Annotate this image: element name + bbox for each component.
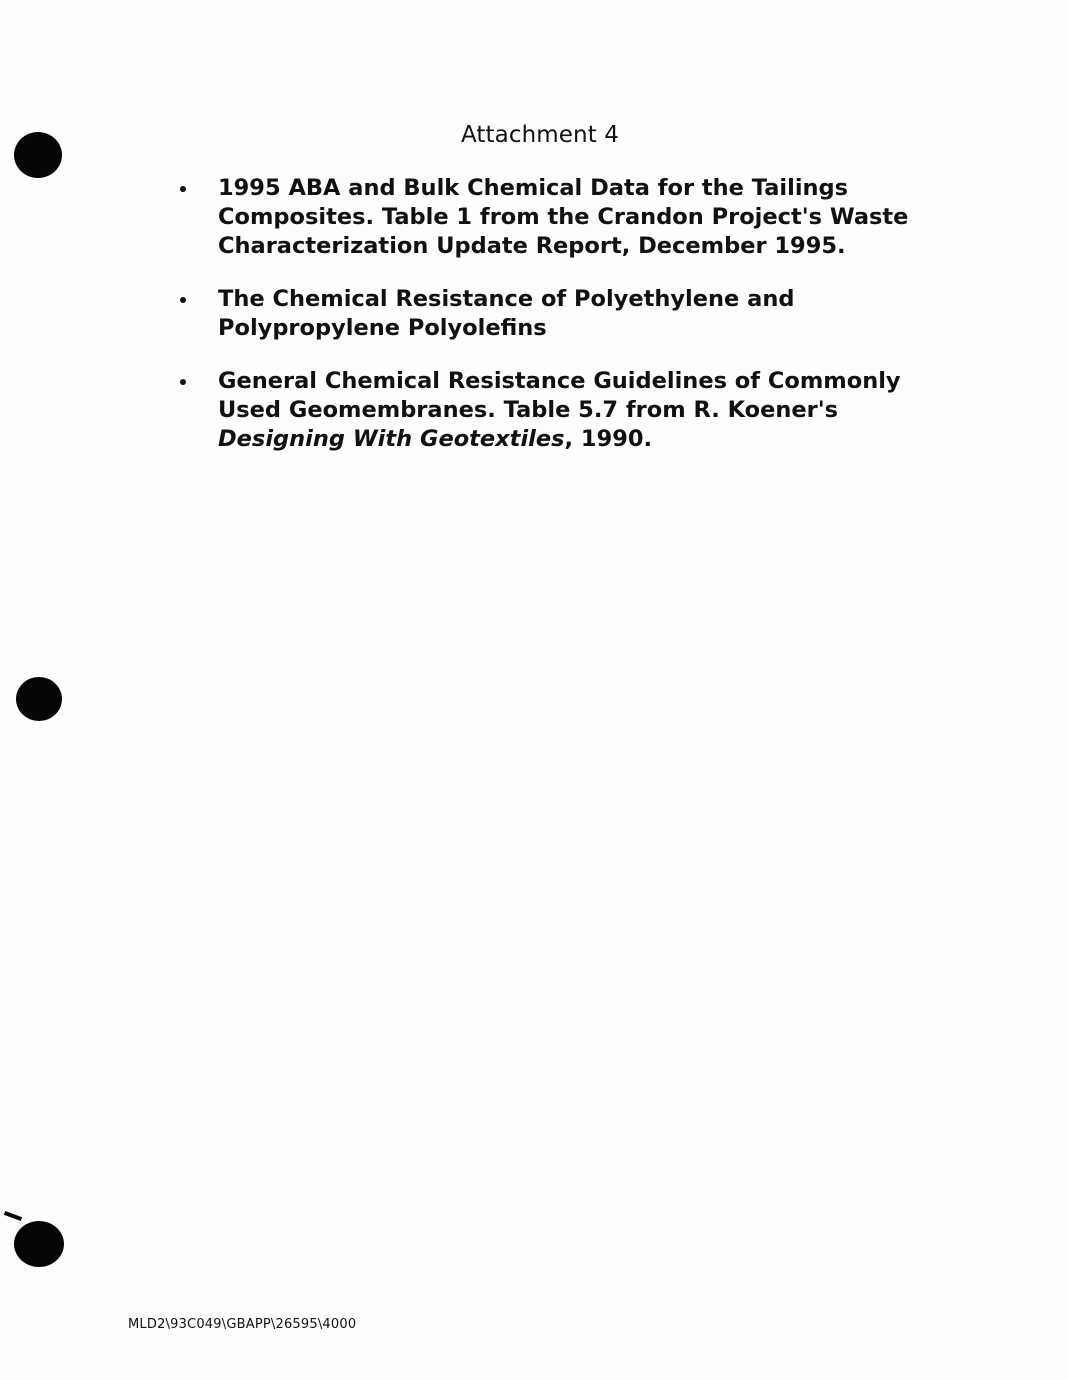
punch-hole-middle [16,677,62,721]
list-item-text-start: General Chemical Resistance Guidelines of Commonly Used Geomembranes. Table 5.7 from R. Koener's [218,368,901,423]
list-item-text-end: , 1990. [564,426,653,452]
footer-file-path: MLD2\93C049\GBAPP\26595\4000 [128,1317,357,1332]
list-item-text: The Chemical Resistance of Polyethylene and Polypropylene Polyolefins [218,286,795,341]
book-title: Designing With Geotextiles [218,426,565,452]
list-item [172,285,952,343]
punch-hole-bottom-mark [4,1211,22,1221]
bullet-icon [180,297,186,303]
list-item [172,174,952,261]
list-item [172,367,952,454]
bullet-icon [180,186,186,192]
attachment-list [172,174,952,478]
punch-hole-bottom [14,1221,64,1267]
bullet-icon [180,379,186,385]
list-item-text [218,368,901,452]
list-item-text: 1995 ABA and Bulk Chemical Data for the Tailings Composites. Table 1 from the Crandon Project's Waste Characterization Update Report, December 1995. [218,175,909,259]
page-title: Attachment 4 [461,122,619,148]
